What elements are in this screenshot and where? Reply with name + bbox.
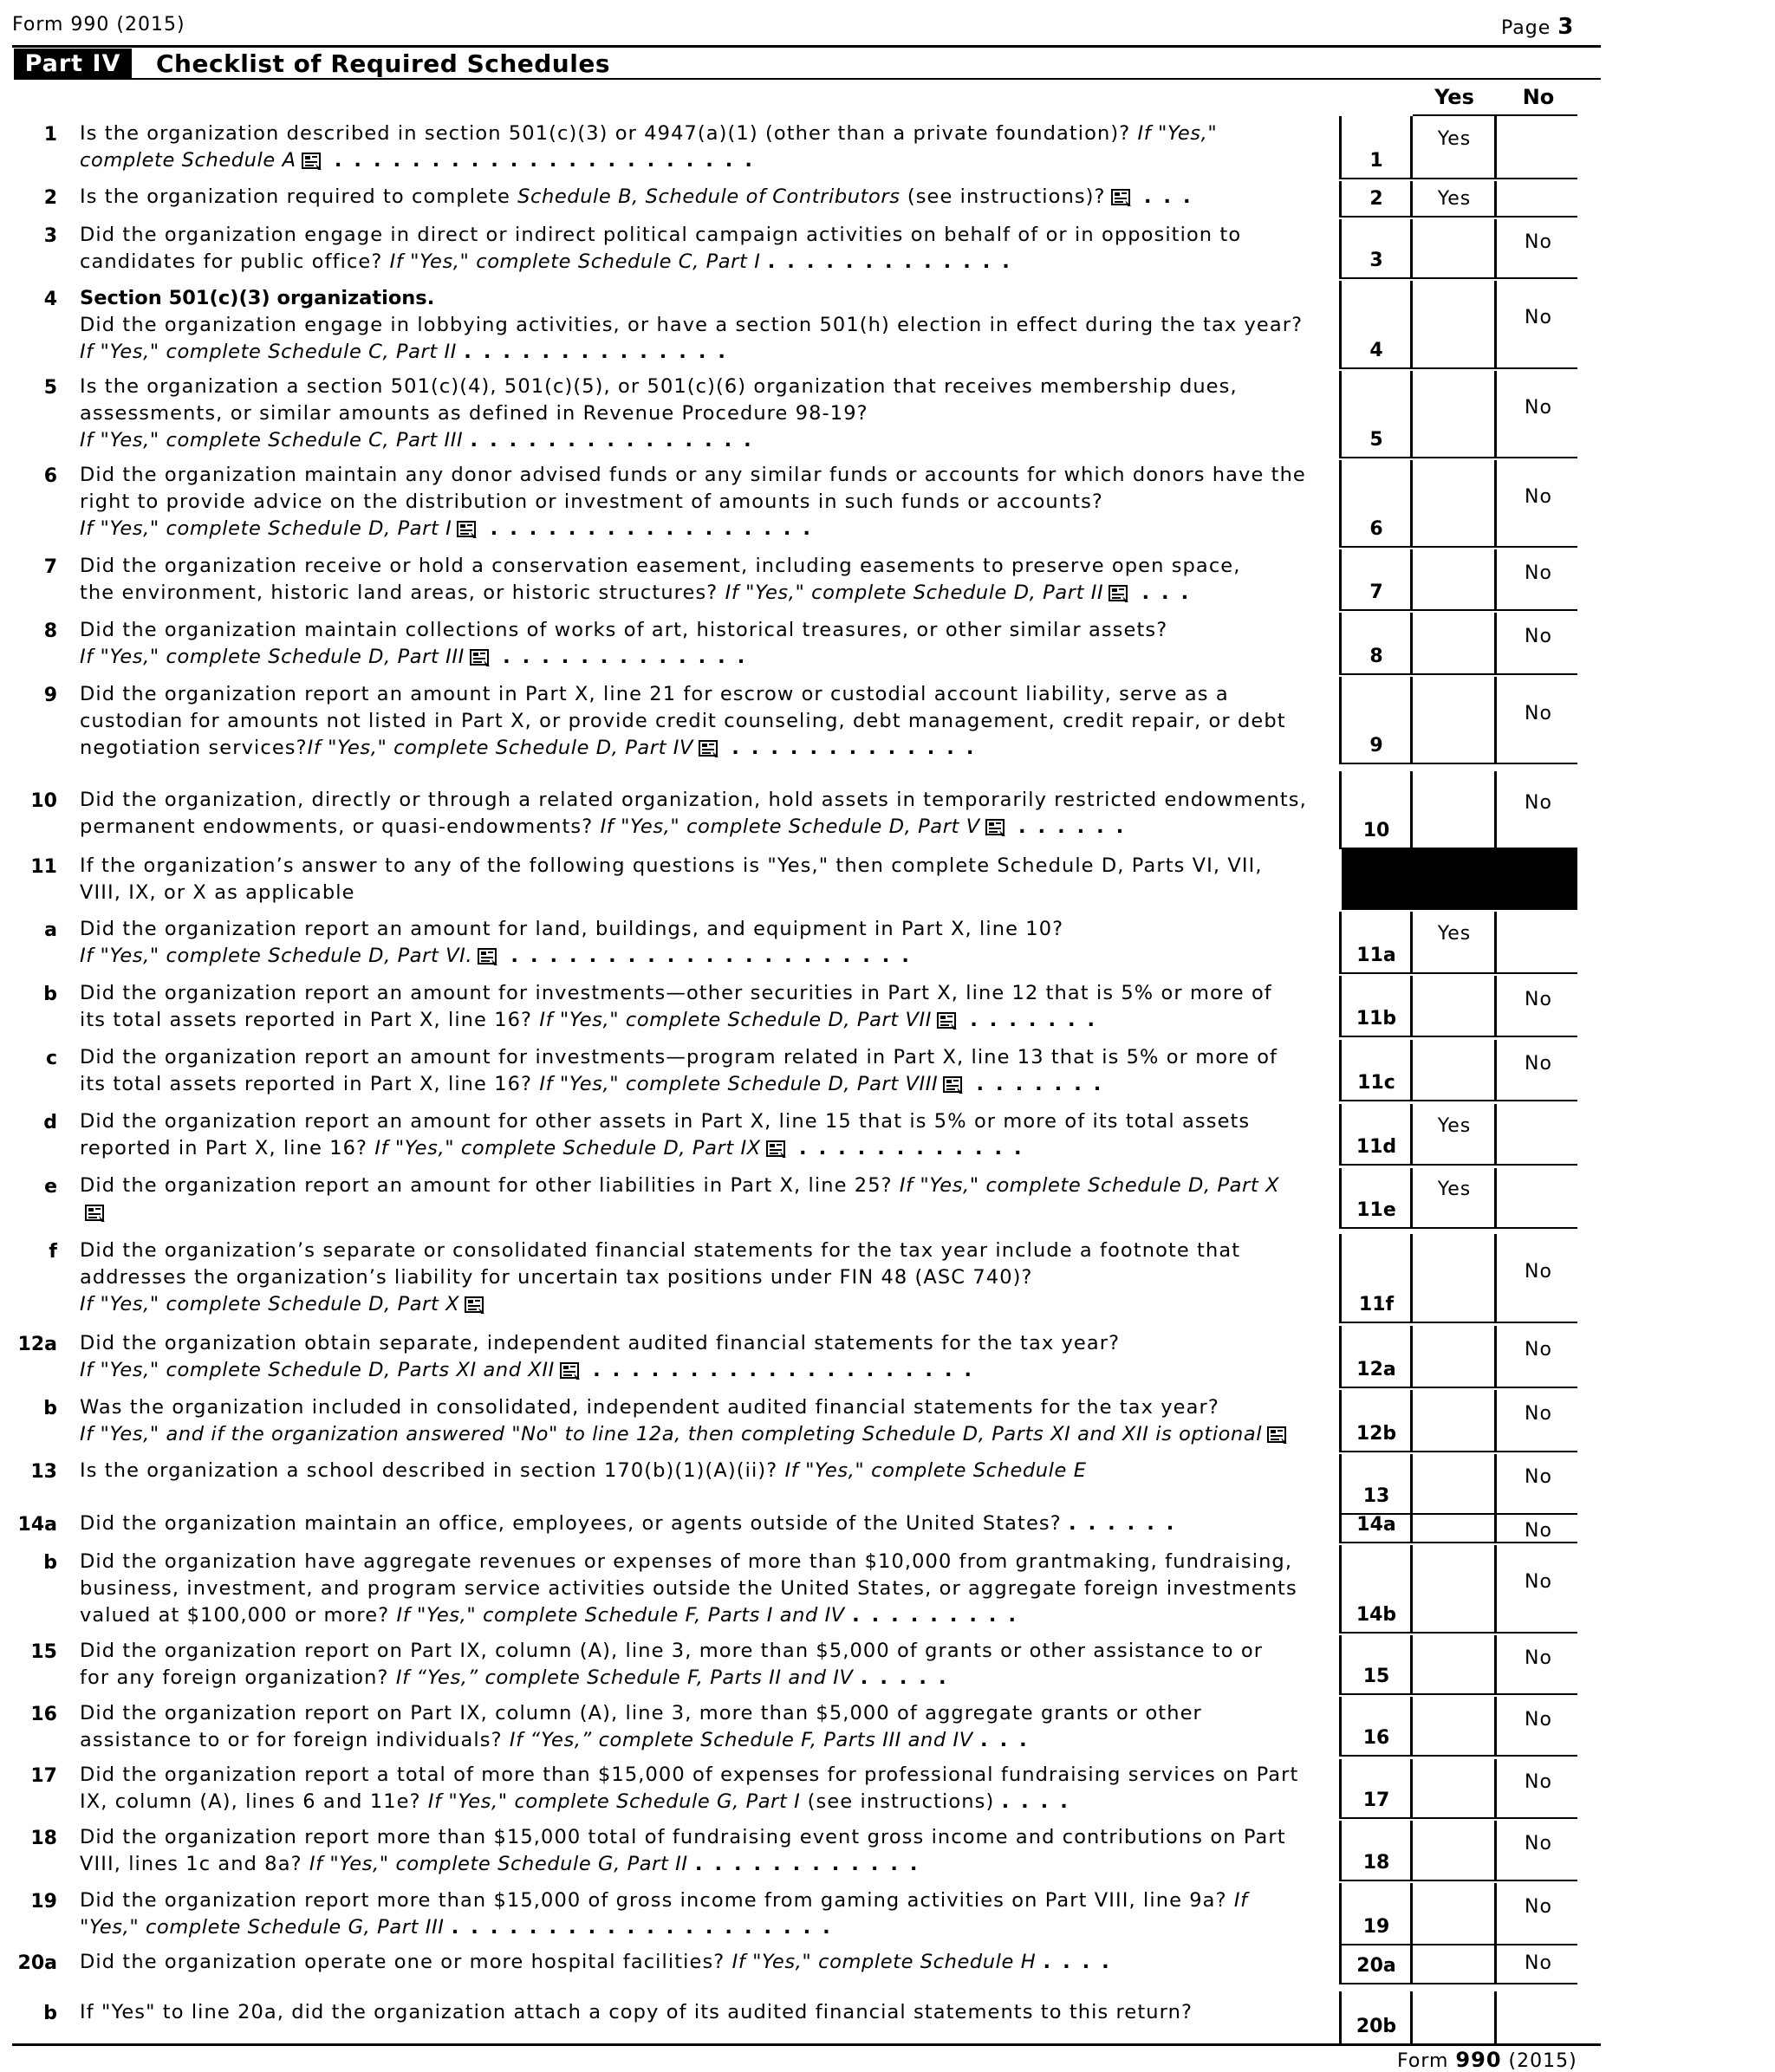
cell-divider bbox=[1410, 1040, 1413, 1100]
attachment-icon[interactable] bbox=[1111, 188, 1132, 207]
cell-divider bbox=[1339, 1759, 1342, 1817]
no-answer-cell[interactable]: No bbox=[1525, 562, 1552, 584]
cell-bottom-rule bbox=[1339, 277, 1577, 279]
cell-divider bbox=[1494, 1513, 1497, 1542]
cell-divider bbox=[1339, 181, 1342, 216]
cell-bottom-rule bbox=[1339, 1542, 1577, 1543]
question-text: Did the organization report on Part IX, column (A), line 3, more than $5,000 of grants or other assistance to or for any foreign organization? If “Yes,” complete Schedule F, Parts II and IV ..... bbox=[80, 1640, 1264, 1689]
cell-divider bbox=[1494, 1945, 1497, 1983]
page-label: Page bbox=[1501, 17, 1551, 39]
cell-bottom-rule bbox=[1339, 972, 1577, 974]
cell-divider bbox=[1339, 677, 1342, 763]
line-reference-label: 20b bbox=[1356, 2016, 1397, 2037]
part-tag: Part IV bbox=[14, 49, 132, 80]
cell-divider bbox=[1339, 1454, 1342, 1513]
cell-divider bbox=[1494, 1234, 1497, 1322]
cell-divider bbox=[1494, 1991, 1497, 2043]
question-text: Is the organization required to complete Schedule B, Schedule of Contributors (see instructions)? ... bbox=[80, 185, 1203, 208]
cell-divider bbox=[1410, 1945, 1413, 1983]
cell-divider bbox=[1410, 613, 1413, 673]
cell-divider bbox=[1410, 116, 1413, 178]
line-reference-label: 2 bbox=[1369, 188, 1383, 210]
footer-rule bbox=[12, 2043, 1601, 2046]
yes-answer-cell[interactable]: Yes bbox=[1437, 923, 1472, 945]
no-answer-cell[interactable]: No bbox=[1525, 702, 1552, 724]
question-text: Section 501(c)(3) organizations. Did the organization engage in lobbying activities, or have a section 501(h) election in effect during the tax year? If "Yes," complete Schedule C, Part II .............. bbox=[80, 287, 1304, 363]
question-number: 7 bbox=[43, 556, 57, 578]
cell-divider bbox=[1494, 116, 1497, 178]
line-reference-label: 7 bbox=[1369, 581, 1383, 603]
cell-divider bbox=[1410, 1104, 1413, 1164]
cell-divider bbox=[1410, 1697, 1413, 1755]
line-reference-label: 10 bbox=[1362, 820, 1390, 841]
no-answer-cell[interactable]: No bbox=[1525, 1339, 1552, 1361]
question-number: 10 bbox=[30, 790, 57, 812]
attachment-icon[interactable] bbox=[1109, 584, 1129, 603]
cell-divider bbox=[1494, 460, 1497, 546]
line-reference-label: 11c bbox=[1357, 1072, 1395, 1094]
question-number: 13 bbox=[30, 1461, 57, 1483]
cell-bottom-rule bbox=[1339, 1387, 1577, 1388]
question-number: c bbox=[45, 1048, 57, 1069]
cell-divider bbox=[1339, 1104, 1342, 1164]
cell-bottom-rule bbox=[1339, 1036, 1577, 1037]
cell-bottom-rule bbox=[1339, 1693, 1577, 1695]
no-answer-cell[interactable]: No bbox=[1525, 1466, 1552, 1488]
cell-divider bbox=[1339, 219, 1342, 277]
question-number: b bbox=[43, 1398, 57, 1419]
yes-column-header: Yes bbox=[1434, 85, 1474, 109]
question-number: 11 bbox=[30, 856, 57, 878]
cell-divider bbox=[1410, 549, 1413, 609]
question-text: Did the organization maintain collections of works of art, historical treasures, or other similar assets? If "Yes," complete Schedule D, Part III ............. bbox=[80, 619, 1168, 668]
cell-bottom-rule bbox=[1339, 609, 1577, 611]
attachment-icon[interactable] bbox=[478, 947, 498, 966]
header-rule bbox=[12, 45, 1601, 48]
no-answer-cell[interactable]: No bbox=[1525, 1896, 1552, 1918]
cell-divider bbox=[1410, 1234, 1413, 1322]
cell-divider bbox=[1339, 613, 1342, 673]
line-reference-label: 18 bbox=[1362, 1852, 1390, 1874]
cell-divider bbox=[1339, 976, 1342, 1036]
footer-prefix: Form bbox=[1397, 2050, 1449, 2072]
line-reference-label: 11d bbox=[1356, 1136, 1397, 1158]
cell-divider bbox=[1339, 1040, 1342, 1100]
cell-divider bbox=[1410, 1545, 1413, 1632]
attachment-icon[interactable] bbox=[560, 1361, 581, 1380]
cell-divider bbox=[1494, 1883, 1497, 1944]
no-answer-cell[interactable]: No bbox=[1525, 1708, 1552, 1731]
attachment-icon[interactable] bbox=[766, 1140, 787, 1159]
cell-divider bbox=[1339, 281, 1342, 367]
footer-form-number: 990 bbox=[1455, 2048, 1502, 2072]
no-answer-cell[interactable]: No bbox=[1525, 1647, 1552, 1669]
cell-divider bbox=[1410, 1635, 1413, 1693]
line-reference-label: 13 bbox=[1362, 1485, 1390, 1507]
cell-divider bbox=[1339, 912, 1342, 972]
cell-divider bbox=[1410, 1390, 1413, 1451]
cell-divider bbox=[1339, 116, 1342, 178]
cell-divider bbox=[1494, 1759, 1497, 1817]
cell-bottom-rule bbox=[1339, 1322, 1577, 1323]
question-number: f bbox=[49, 1241, 57, 1263]
line-reference-label: 16 bbox=[1362, 1727, 1390, 1749]
no-answer-cell[interactable]: No bbox=[1525, 1403, 1552, 1425]
cell-bottom-rule bbox=[1339, 763, 1577, 764]
no-answer-cell[interactable]: No bbox=[1525, 626, 1552, 647]
line-reference-label: 14a bbox=[1356, 1514, 1396, 1536]
question-text: Did the organization maintain an office, employees, or agents outside of the United States? ...... bbox=[80, 1512, 1187, 1535]
line-reference-label: 11e bbox=[1356, 1199, 1396, 1221]
question-number: 6 bbox=[43, 465, 57, 487]
question-text: Did the organization report more than $15,000 total of fundraising event gross income and contributions on Part VIII, lines 1c and 8a? If "Yes," complete Schedule G, Part II ............ bbox=[80, 1826, 1286, 1875]
attachment-icon[interactable] bbox=[470, 648, 491, 667]
line-reference-label: 12b bbox=[1356, 1423, 1397, 1445]
cell-divider bbox=[1410, 1168, 1413, 1227]
attachment-icon[interactable] bbox=[457, 520, 478, 539]
line-reference-label: 11f bbox=[1358, 1294, 1395, 1315]
line-reference-label: 5 bbox=[1369, 429, 1383, 451]
cell-bottom-rule bbox=[1339, 1100, 1577, 1101]
question-number: 9 bbox=[43, 685, 57, 706]
question-text: Did the organization report an amount for investments—program related in Part X, line 13 that is 5% or more of its total assets reported in Part X, line 16? If "Yes," complete Schedule D, Part VIII ....... bbox=[80, 1046, 1278, 1095]
cell-divider bbox=[1494, 912, 1497, 972]
cell-divider bbox=[1494, 1168, 1497, 1227]
attachment-icon[interactable] bbox=[985, 818, 1006, 837]
cell-divider bbox=[1339, 1991, 1342, 2043]
cell-divider bbox=[1339, 1697, 1342, 1755]
question-text: Did the organization report an amount for land, buildings, and equipment in Part X, line 10? If "Yes," complete Schedule D, Part VI. ..................... bbox=[80, 918, 1064, 967]
question-text: Did the organization obtain separate, independent audited financial statements for the tax year? If "Yes," complete Schedule D, Parts XI and XII .................... bbox=[80, 1332, 1121, 1381]
cell-divider bbox=[1410, 371, 1413, 457]
attachment-icon[interactable] bbox=[465, 1296, 485, 1315]
question-text: Is the organization described in section 501(c)(3) or 4947(a)(1) (other than a private foundation)? If "Yes," complete Schedule A ...................... bbox=[80, 122, 1218, 172]
question-number: d bbox=[43, 1112, 57, 1133]
question-text: Is the organization a school described in section 170(b)(1)(A)(ii)? If "Yes," complete Schedule E bbox=[80, 1459, 1087, 1482]
attachment-icon[interactable] bbox=[1267, 1426, 1288, 1445]
cell-divider bbox=[1339, 1945, 1342, 1983]
question-number: b bbox=[43, 1552, 57, 1574]
cell-bottom-rule bbox=[1339, 1983, 1577, 1984]
cell-divider bbox=[1410, 1883, 1413, 1944]
cell-divider bbox=[1410, 677, 1413, 763]
attachment-icon[interactable] bbox=[937, 1011, 958, 1030]
line-reference-label: 20a bbox=[1356, 1955, 1396, 1977]
question-text: If the organization’s answer to any of the following questions is "Yes," then complete Schedule D, Parts VI, VII, VIII, IX, or X as applicable bbox=[80, 854, 1263, 904]
line-reference-label: 4 bbox=[1369, 340, 1383, 361]
line-reference-label: 14b bbox=[1356, 1604, 1397, 1626]
cell-divider bbox=[1410, 1454, 1413, 1513]
attachment-icon[interactable] bbox=[302, 152, 322, 171]
cell-divider bbox=[1410, 1513, 1413, 1542]
question-number: 8 bbox=[43, 620, 57, 642]
question-text: Did the organization, directly or through a related organization, hold assets in temporarily restricted endowments, permanent endowments, or quasi-endowments? If "Yes," complete Schedule D, Part V ...... bbox=[80, 789, 1307, 838]
yes-answer-cell[interactable]: Yes bbox=[1437, 188, 1472, 210]
no-answer-cell[interactable]: No bbox=[1525, 988, 1552, 1010]
line-reference-label: 11a bbox=[1356, 945, 1396, 966]
yes-answer-cell[interactable]: Yes bbox=[1437, 1179, 1472, 1200]
shaded-answer-cells bbox=[1342, 849, 1577, 910]
cell-divider bbox=[1410, 460, 1413, 546]
no-answer-cell[interactable]: No bbox=[1525, 231, 1552, 253]
question-text: Did the organization receive or hold a conservation easement, including easements to preserve open space, the environment, historic land areas, or historic structures? If "Yes," complete Schedule D, Part II ... bbox=[80, 555, 1241, 604]
cell-divider bbox=[1339, 771, 1342, 848]
line-reference-label: 8 bbox=[1369, 646, 1383, 667]
line-reference-label: 6 bbox=[1369, 518, 1383, 540]
line-reference-label: 9 bbox=[1369, 735, 1383, 757]
cell-divider bbox=[1494, 677, 1497, 763]
cell-bottom-rule bbox=[1339, 1944, 1577, 1945]
question-text: Did the organization report more than $15,000 of gross income from gaming activities on Part VIII, line 9a? If "Yes," complete Schedule G, Part III .................... bbox=[80, 1889, 1248, 1939]
cell-divider bbox=[1494, 1040, 1497, 1100]
question-number: 20a bbox=[17, 1952, 57, 1974]
no-answer-cell[interactable]: No bbox=[1525, 1833, 1552, 1854]
cell-divider bbox=[1339, 371, 1342, 457]
cell-bottom-rule bbox=[1339, 1164, 1577, 1166]
cell-bottom-rule bbox=[1339, 367, 1577, 369]
title-rule bbox=[132, 78, 1601, 80]
question-text: Did the organization’s separate or consolidated financial statements for the tax year include a footnote that addresses the organization’s liability for uncertain tax positions under FIN 48 (ASC 740)? If "Yes," complete Schedule D, Part X bbox=[80, 1239, 1241, 1315]
form-header-label: Form 990 (2015) bbox=[12, 14, 185, 36]
cell-divider bbox=[1410, 1326, 1413, 1387]
question-number: 16 bbox=[30, 1704, 57, 1725]
yes-answer-cell[interactable]: Yes bbox=[1437, 127, 1472, 150]
question-number: 15 bbox=[30, 1641, 57, 1663]
cell-bottom-rule bbox=[1339, 1817, 1577, 1819]
no-answer-cell[interactable]: No bbox=[1525, 1571, 1552, 1593]
line-reference-label: 11b bbox=[1356, 1008, 1397, 1030]
question-number: a bbox=[44, 919, 57, 941]
cell-bottom-rule bbox=[1339, 546, 1577, 548]
cell-divider bbox=[1410, 281, 1413, 367]
cell-divider bbox=[1339, 1883, 1342, 1944]
yes-answer-cell[interactable]: Yes bbox=[1437, 1114, 1472, 1137]
question-text: Did the organization report an amount for investments—other securities in Part X, line 12 that is 5% or more of its total assets reported in Part X, line 16? If "Yes," complete Schedule D, Part VII ....... bbox=[80, 982, 1272, 1031]
cell-divider bbox=[1410, 771, 1413, 848]
no-answer-cell[interactable]: No bbox=[1525, 307, 1552, 328]
question-number: 2 bbox=[43, 187, 57, 209]
cell-divider bbox=[1339, 1545, 1342, 1632]
cell-bottom-rule bbox=[1339, 1632, 1577, 1634]
attachment-icon[interactable] bbox=[85, 1204, 106, 1223]
cell-divider bbox=[1410, 181, 1413, 216]
cell-divider bbox=[1494, 1454, 1497, 1513]
question-text: Did the organization report on Part IX, column (A), line 3, more than $5,000 of aggregate grants or other assistance to or for foreign individuals? If “Yes,” complete Schedule F, Parts III and IV ... bbox=[80, 1702, 1202, 1751]
cell-divider bbox=[1410, 976, 1413, 1036]
question-number: 14a bbox=[17, 1514, 57, 1536]
no-answer-cell[interactable]: No bbox=[1525, 1520, 1552, 1542]
cell-divider bbox=[1494, 219, 1497, 277]
cell-divider bbox=[1339, 1390, 1342, 1451]
cell-divider bbox=[1494, 1545, 1497, 1632]
line-reference-label: 15 bbox=[1362, 1666, 1390, 1687]
cell-bottom-rule bbox=[1339, 1227, 1577, 1229]
question-text: Did the organization report an amount for other assets in Part X, line 15 that is 5% or more of its total assets reported in Part X, line 16? If "Yes," complete Schedule D, Part IX ............ bbox=[80, 1110, 1251, 1159]
cell-divider bbox=[1494, 1635, 1497, 1693]
question-number: b bbox=[43, 984, 57, 1005]
question-number: 4 bbox=[43, 289, 57, 310]
form-footer bbox=[1397, 2048, 1577, 2072]
question-text: Did the organization report an amount in Part X, line 21 for escrow or custodial account liability, serve as a custodian for amounts not listed in Part X, or provide credit counseling, debt management, credit repair, or debt negotiation services?If "Yes," complete Schedule D, Part IV ............. bbox=[80, 683, 1286, 759]
question-number: 5 bbox=[43, 377, 57, 399]
no-answer-cell[interactable]: No bbox=[1525, 1052, 1552, 1075]
question-number: 17 bbox=[30, 1765, 57, 1787]
cell-divider bbox=[1494, 1697, 1497, 1755]
question-text: Did the organization report an amount for other liabilities in Part X, line 25? If "Yes," complete Schedule D, Part X bbox=[80, 1172, 1336, 1226]
question-text: Did the organization maintain any donor advised funds or any similar funds or accounts for which donors have the right to provide advice on the distribution or investment of amounts in such funds or accounts? If "Yes," complete Schedule D, Part I ................. bbox=[80, 464, 1306, 540]
line-reference-label: 19 bbox=[1362, 1916, 1390, 1938]
no-answer-cell[interactable]: No bbox=[1525, 792, 1552, 814]
cell-divider bbox=[1410, 219, 1413, 277]
question-text: Did the organization engage in direct or indirect political campaign activities on behalf of or in opposition to candidates for public office? If "Yes," complete Schedule C, Part I ............. bbox=[80, 224, 1242, 273]
cell-bottom-rule bbox=[1339, 178, 1577, 179]
cell-divider bbox=[1339, 1326, 1342, 1387]
line-reference-label: 12a bbox=[1356, 1359, 1396, 1380]
question-number: 1 bbox=[43, 124, 57, 146]
line-reference-label: 3 bbox=[1369, 250, 1383, 271]
cell-divider bbox=[1410, 1991, 1413, 2043]
footer-year: (2015) bbox=[1508, 2050, 1577, 2072]
cell-divider bbox=[1339, 460, 1342, 546]
cell-bottom-rule bbox=[1339, 1880, 1577, 1881]
cell-bottom-rule bbox=[1339, 216, 1577, 218]
part-title: Checklist of Required Schedules bbox=[156, 49, 610, 78]
cell-divider bbox=[1494, 281, 1497, 367]
no-answer-cell[interactable]: No bbox=[1525, 396, 1552, 419]
cell-divider bbox=[1410, 1821, 1413, 1880]
cell-divider bbox=[1339, 549, 1342, 609]
cell-divider bbox=[1339, 1513, 1342, 1542]
question-number: e bbox=[44, 1176, 57, 1198]
cell-divider bbox=[1494, 771, 1497, 848]
question-number: 19 bbox=[30, 1891, 57, 1913]
question-text: Did the organization have aggregate revenues or expenses of more than $10,000 from grantmaking, fundraising, business, investment, and program service activities outside the United States, or aggregate foreign investments valued at $100,000 or more? If "Yes," complete Schedule F, Parts I and IV ......... bbox=[80, 1550, 1297, 1627]
question-number: 18 bbox=[30, 1828, 57, 1849]
line-reference-label: 17 bbox=[1362, 1789, 1390, 1811]
cell-bottom-rule bbox=[1339, 457, 1577, 458]
cell-divider bbox=[1494, 371, 1497, 457]
no-answer-cell[interactable]: No bbox=[1525, 1770, 1552, 1793]
page-number bbox=[1501, 14, 1574, 40]
attachment-icon[interactable] bbox=[699, 739, 719, 758]
no-answer-cell[interactable]: No bbox=[1525, 1260, 1552, 1283]
page-number-value: 3 bbox=[1557, 14, 1575, 40]
cell-divider bbox=[1339, 1234, 1342, 1322]
attachment-icon[interactable] bbox=[943, 1075, 964, 1094]
cell-divider bbox=[1339, 1821, 1342, 1880]
cell-bottom-rule bbox=[1339, 1755, 1577, 1757]
line-reference-label: 1 bbox=[1369, 150, 1383, 172]
cell-bottom-rule bbox=[1339, 1451, 1577, 1452]
cell-divider bbox=[1494, 181, 1497, 216]
cell-divider bbox=[1494, 976, 1497, 1036]
cell-bottom-rule bbox=[1339, 673, 1577, 675]
cell-divider bbox=[1494, 549, 1497, 609]
cell-divider bbox=[1410, 912, 1413, 972]
question-text: Did the organization operate one or more hospital facilities? If "Yes," complete Schedule H .... bbox=[80, 1951, 1122, 1973]
question-number: 3 bbox=[43, 225, 57, 247]
cell-divider bbox=[1494, 1104, 1497, 1164]
cell-divider bbox=[1410, 1759, 1413, 1817]
cell-divider bbox=[1494, 613, 1497, 673]
question-text: Is the organization a section 501(c)(4), 501(c)(5), or 501(c)(6) organization that receives membership dues, assessments, or similar amounts as defined in Revenue Procedure 98-19? If "Yes," complete Schedule C, Part III ............... bbox=[80, 375, 1238, 451]
question-text: If "Yes" to line 20a, did the organization attach a copy of its audited financial statements to this return? bbox=[80, 2001, 1193, 2023]
cell-divider bbox=[1339, 1168, 1342, 1227]
no-column-header: No bbox=[1522, 85, 1555, 109]
no-answer-cell[interactable]: No bbox=[1525, 485, 1552, 508]
cell-divider bbox=[1339, 1635, 1342, 1693]
question-text: Was the organization included in consolidated, independent audited financial statements for the tax year? If "Yes," and if the organization answered "No" to line 12a, then completing Schedule D, Parts XI and XII is optional bbox=[80, 1394, 1336, 1448]
question-number: 12a bbox=[17, 1334, 57, 1355]
no-answer-cell[interactable]: No bbox=[1525, 1952, 1552, 1974]
cell-divider bbox=[1494, 1326, 1497, 1387]
cell-divider bbox=[1494, 1390, 1497, 1451]
cell-divider bbox=[1494, 1821, 1497, 1880]
question-number: b bbox=[43, 2003, 57, 2024]
question-text: Did the organization report a total of more than $15,000 of expenses for professional fundraising services on Part IX, column (A), lines 6 and 11e? If "Yes," complete Schedule G, Part I (see instructions) .... bbox=[80, 1763, 1299, 1813]
